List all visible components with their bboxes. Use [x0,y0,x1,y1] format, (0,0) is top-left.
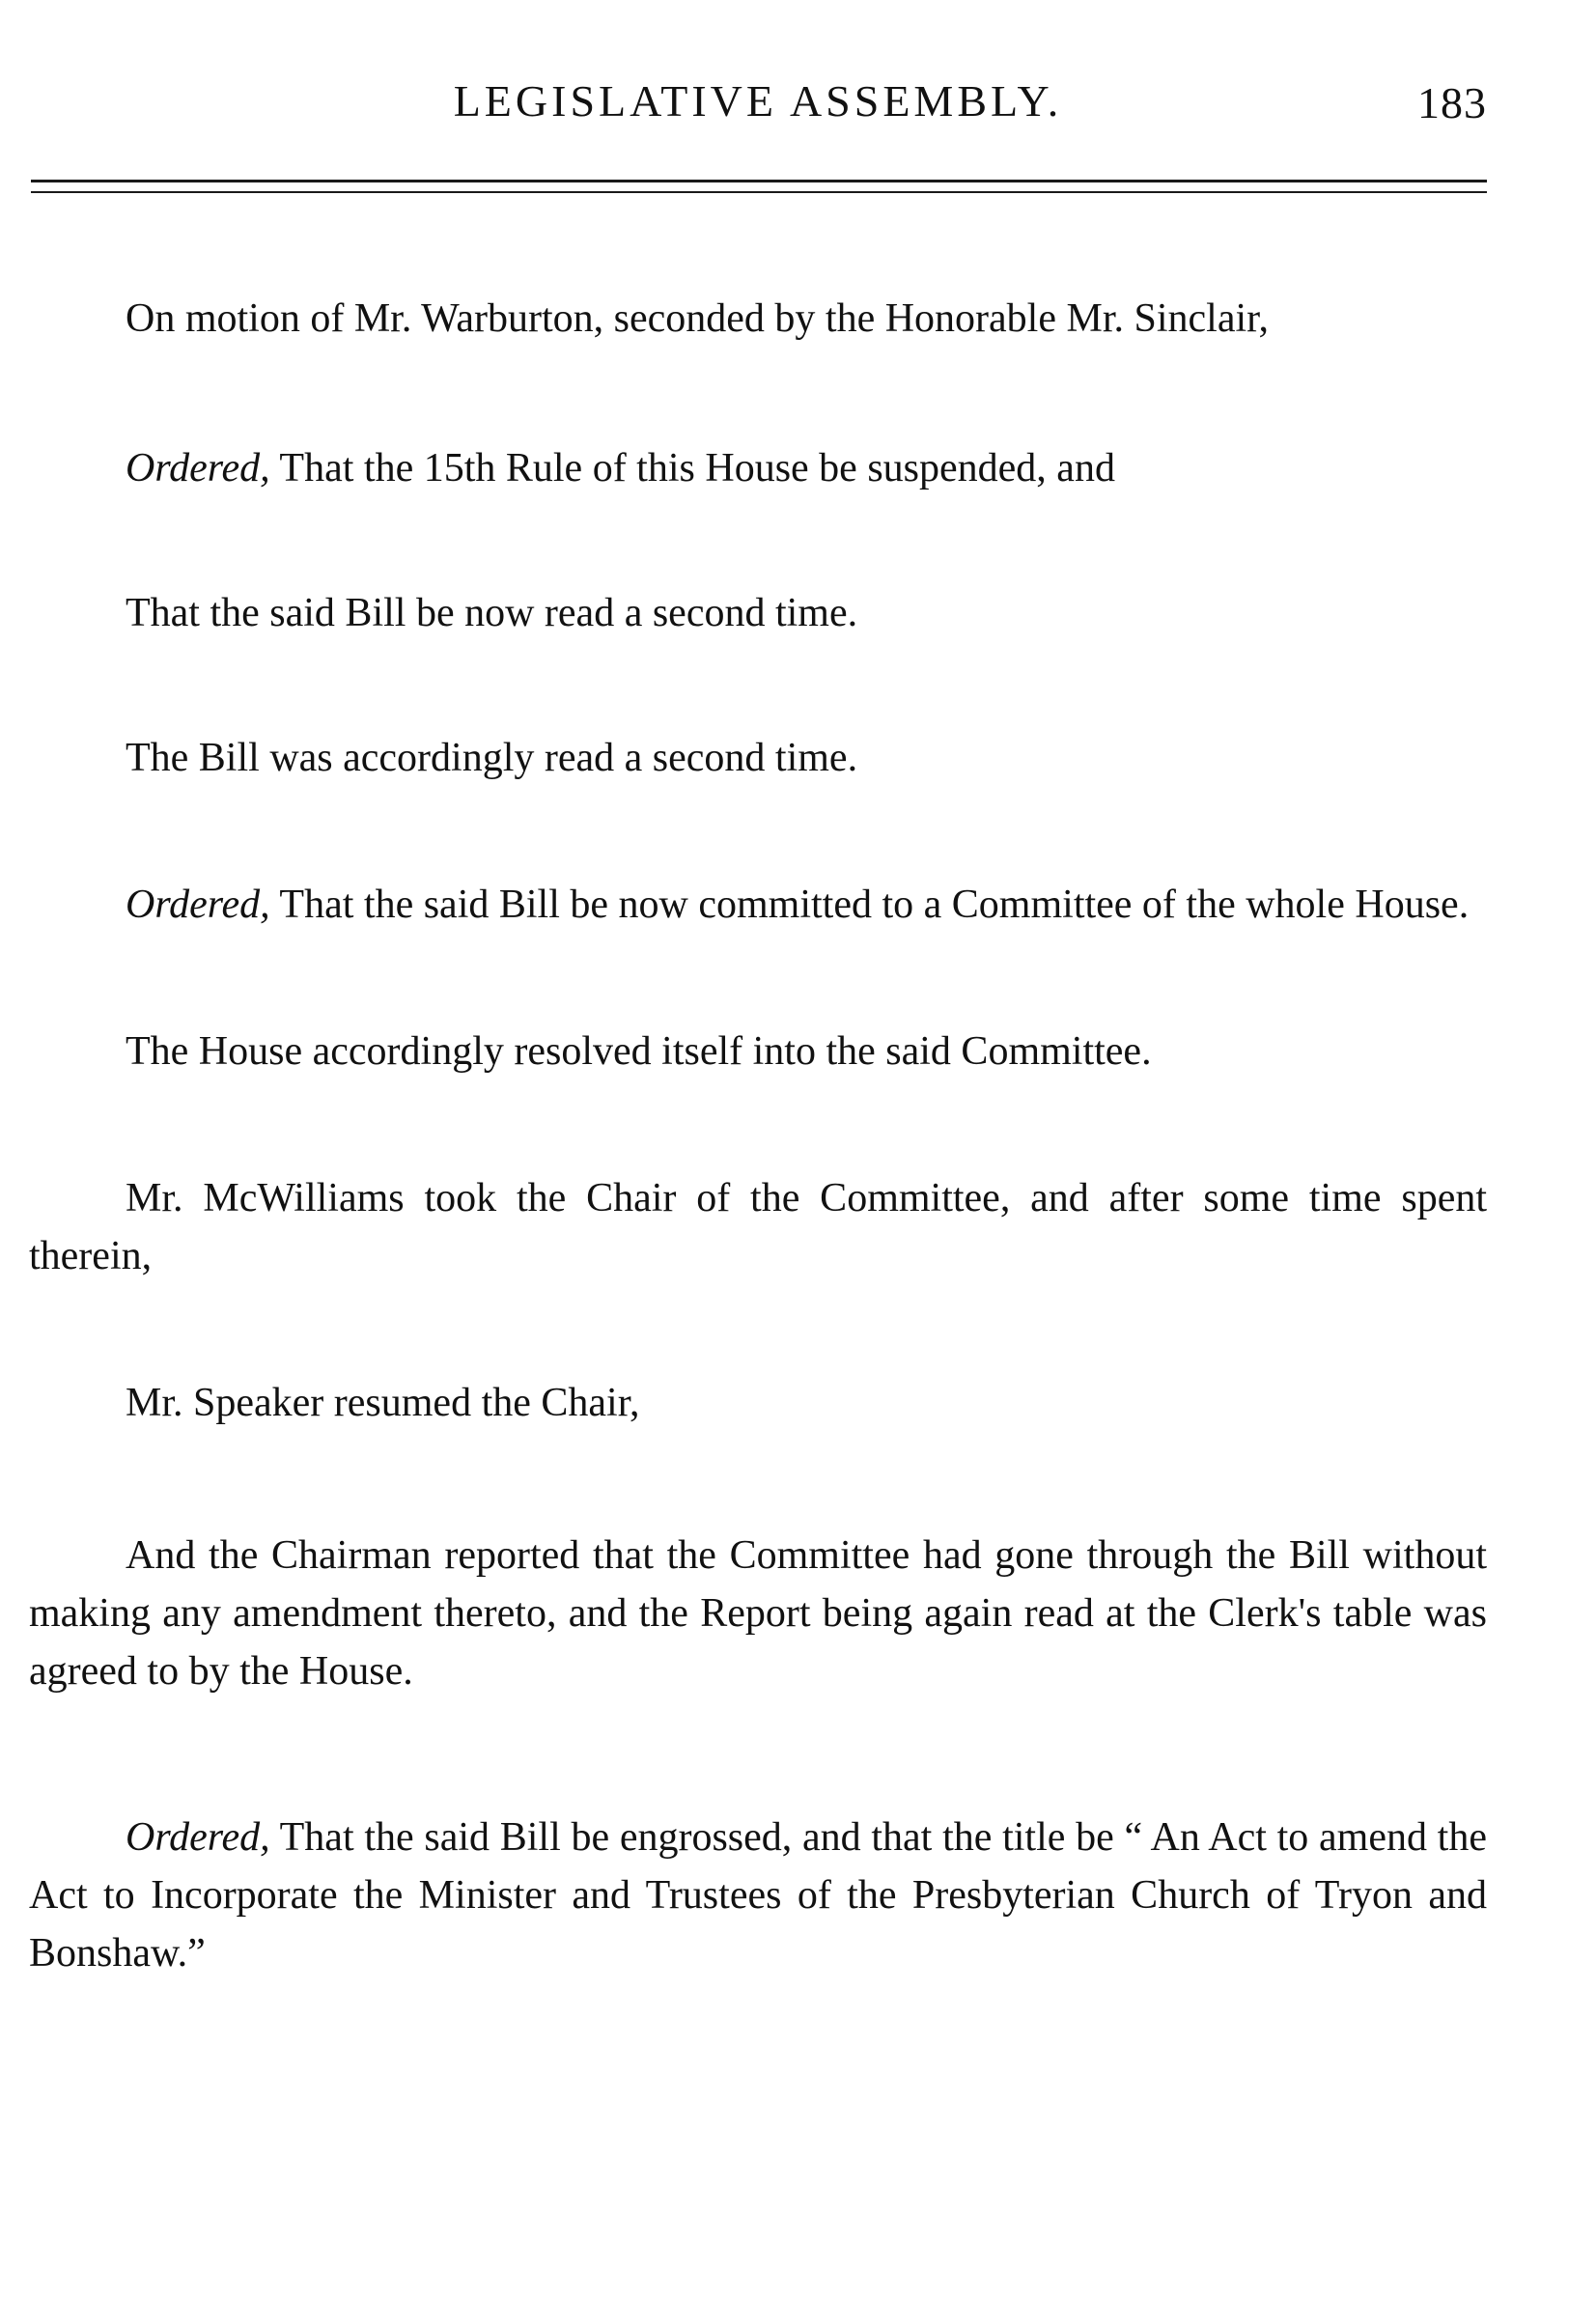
paragraph-lead: Ordered, [126,883,270,927]
paragraph-text: Mr. McWilliams took the Chair of the Committee, and after some time spent therein, [29,1176,1487,1278]
paragraph-motion [29,290,1487,348]
paragraph-text: That the said Bill be now committed to a Committee of the whole House. [269,883,1470,927]
paragraph-second-reading-order [29,584,1487,642]
paragraph-text: The House accordingly resolved itself into the said Committee. [126,1029,1152,1074]
paragraph-lead: Ordered, [126,446,270,491]
page-number: 183 [1417,78,1487,127]
body-text [29,290,1487,1982]
paragraph-text: And the Chairman reported that the Committee had gone through the Bill without making any amendment thereto, and the Report being again read at the Clerk's table was agreed to by the House. [29,1533,1487,1694]
header-rule-top [31,180,1487,182]
paragraph-text: Mr. Speaker resumed the Chair, [126,1381,640,1425]
paragraph-text: On motion of Mr. Warburton, seconded by the Honorable Mr. Sinclair, [126,296,1269,341]
paragraph-chairman-report [29,1527,1487,1700]
paragraph-committee-resolved [29,1023,1487,1080]
header-rule-bottom [31,191,1487,193]
paragraph-order-committed [29,876,1487,934]
paragraph-text: That the 15th Rule of this House be suspended, and [269,446,1115,491]
paragraph-text: The Bill was accordingly read a second time. [126,736,858,780]
paragraph-order-engrossed [29,1808,1487,1982]
paragraph-speaker-resumed [29,1374,1487,1432]
paragraph-order-suspend-rule [29,439,1487,497]
running-head [29,75,1487,133]
paragraph-text: That the said Bill be engrossed, and that the title be “ An Act to amend the Act to Incorporate the Minister and Trustees of the Presbyterian Church of Tryon and Bonshaw.” [29,1815,1487,1976]
paragraph-chair-taken [29,1169,1487,1285]
paragraph-lead: Ordered, [126,1815,270,1860]
page-title: LEGISLATIVE ASSEMBLY. [453,76,1063,126]
paragraph-text: That the said Bill be now read a second time. [126,591,858,635]
paragraph-second-reading [29,729,1487,787]
